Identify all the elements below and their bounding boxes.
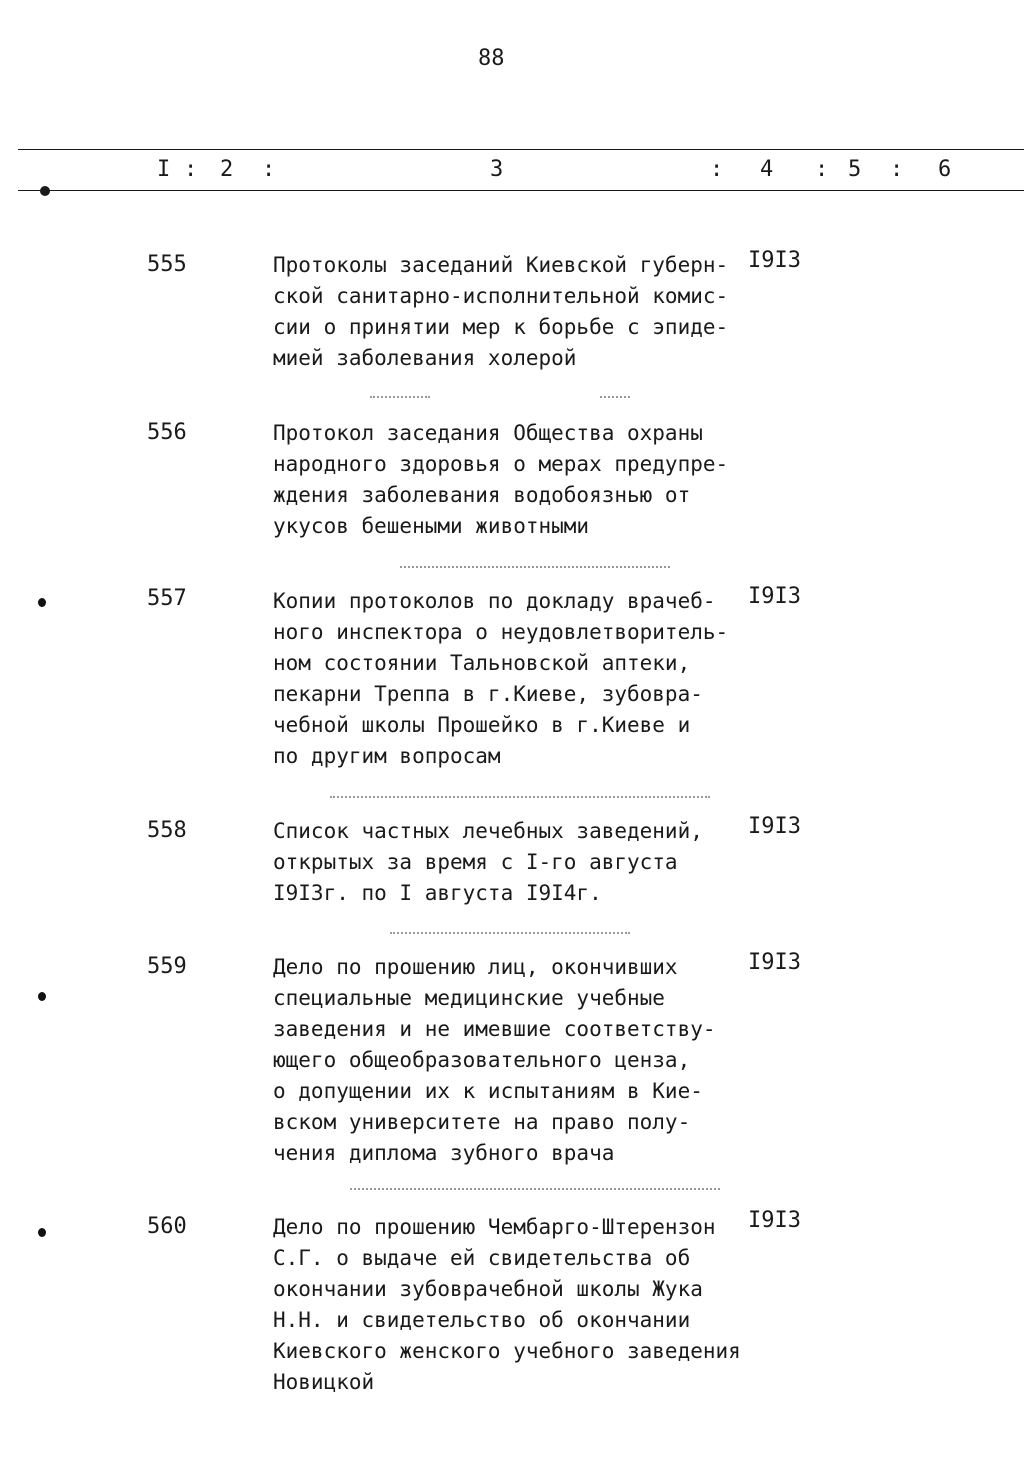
column-header-5: 5 bbox=[848, 157, 862, 182]
entry-year: I9I3 bbox=[748, 1208, 801, 1233]
entry-description: Копии протоколов по докладу врачеб- ного инспектора о неудовлетворитель- ном состоянии Тальновской аптеки, пекарни Треппа в г.Киеве, зубовра- чебной школы Прошейко в г.Киеве и по другим вопросам bbox=[273, 589, 729, 768]
entry-description: Протоколы заседаний Киевской губерн- ской санитарно-исполнительной комис- сии о принятии мер к борьбе с эпиде- мией заболевания холерой bbox=[273, 253, 729, 370]
column-header-6: 6 bbox=[938, 157, 952, 182]
entry-year: I9I3 bbox=[748, 814, 801, 839]
margin-mark bbox=[38, 598, 46, 607]
header-rule-top bbox=[18, 149, 1024, 150]
page-number: 88 bbox=[478, 46, 505, 71]
entry-description: Протокол заседания Общества охраны народного здоровья о мерах предупре- ждения заболевания водобоязнью от укусов бешеными животными bbox=[273, 421, 729, 538]
column-separator: : bbox=[710, 157, 724, 182]
entry-year: I9I3 bbox=[748, 248, 801, 273]
column-separator: : bbox=[184, 157, 198, 182]
entry-description: Дело по прошению Чембарго-Штерензон С.Г. о выдаче ей свидетельства об окончании зубоврачебной школы Жука Н.Н. и свидетельство об окончании Киевского женского учебного заведения Новицкой bbox=[273, 1215, 741, 1394]
dotted-separator bbox=[600, 396, 630, 399]
column-separator: : bbox=[262, 157, 276, 182]
entry-description: Список частных лечебных заведений, открытых за время с I-го августа I9I3г. по I августа I9I4г. bbox=[273, 819, 703, 905]
margin-mark bbox=[38, 1228, 46, 1237]
dotted-separator bbox=[400, 566, 670, 569]
column-header-3: 3 bbox=[490, 157, 504, 182]
entry-description: Дело по прошению лиц, окончивших специальные медицинские учебные заведения и не имевшие соответству- ющего общеобразовательного ценза, о допущении их к испытаниям в Кие- вском университете на право полу- чения диплома зубного врача bbox=[273, 955, 716, 1165]
dotted-separator bbox=[330, 796, 710, 799]
margin-mark bbox=[38, 992, 46, 1001]
dotted-separator bbox=[370, 396, 430, 399]
entry-year: I9I3 bbox=[748, 584, 801, 609]
rule-marker bbox=[40, 186, 50, 196]
entry-number: 559 bbox=[147, 954, 187, 979]
dotted-separator bbox=[350, 1188, 720, 1191]
entry-number: 558 bbox=[147, 818, 187, 843]
entry-number: 555 bbox=[147, 252, 187, 277]
column-separator: : bbox=[890, 157, 904, 182]
header-rule-bottom bbox=[18, 190, 1024, 191]
dotted-separator bbox=[390, 932, 630, 935]
entry-year: I9I3 bbox=[748, 950, 801, 975]
entry-number: 557 bbox=[147, 586, 187, 611]
entry-number: 560 bbox=[147, 1214, 187, 1239]
column-header-4: 4 bbox=[760, 157, 774, 182]
column-separator: : bbox=[815, 157, 829, 182]
column-header-2: 2 bbox=[220, 157, 234, 182]
column-header-1: I bbox=[157, 157, 171, 182]
entry-number: 556 bbox=[147, 420, 187, 445]
